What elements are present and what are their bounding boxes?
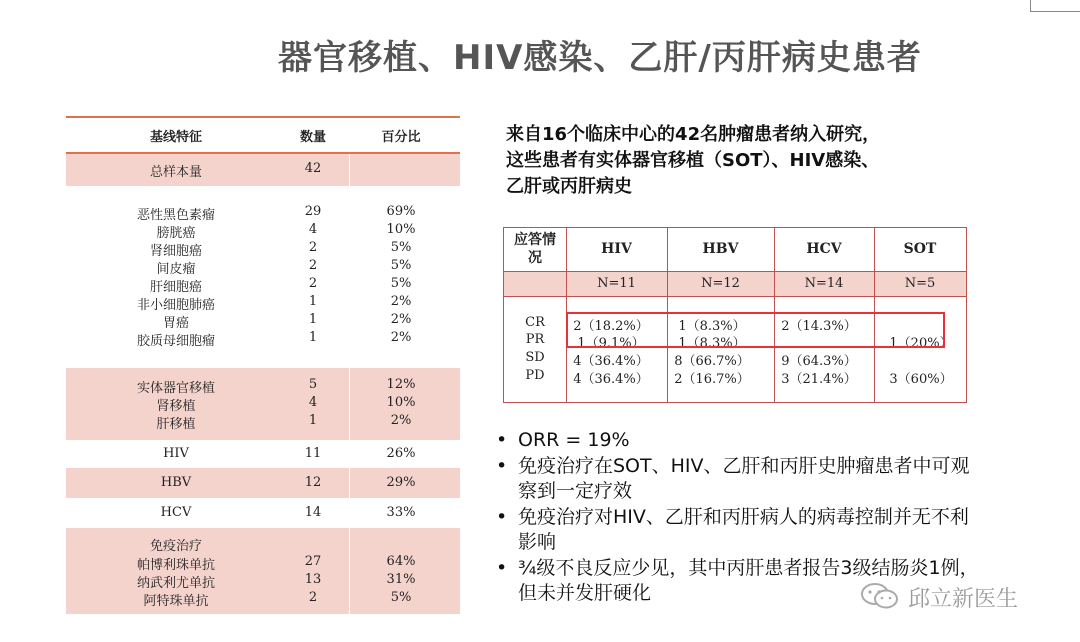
tumor-pct: 2% <box>390 294 412 309</box>
transplant-pct: 12% <box>386 377 416 392</box>
n-value: N=14 <box>804 276 844 291</box>
bullet-line: 免疫治疗对HIV、乙肝和丙肝病人的病毒控制并无不利 <box>518 506 969 528</box>
corner-tab <box>1030 0 1080 12</box>
response-cell: 2（16.7%） <box>674 372 750 387</box>
hbv-count: 12 <box>304 475 322 490</box>
transplant-count: 4 <box>308 395 318 410</box>
response-cell: 4（36.4%） <box>573 372 649 387</box>
immunotherapy-drug: 阿特珠单抗 <box>143 594 209 609</box>
tumor-count: 29 <box>304 204 322 219</box>
bullet-line: 察到一定疗效 <box>518 480 633 502</box>
corner-line: 应答情 <box>514 232 556 248</box>
watermark-text: 邱立新医生 <box>908 587 1019 612</box>
study-intro <box>506 122 976 200</box>
transplant-label: 肾移植 <box>156 399 196 414</box>
immunotherapy-label: 免疫治疗 <box>149 539 202 554</box>
intro-line: 这些患者有实体器官移植（SOT）、HIV感染、 <box>506 150 880 171</box>
tumor-count: 4 <box>308 222 318 237</box>
intro-line: 来自16个临床中心的42名肿瘤患者纳入研究， <box>506 124 881 145</box>
tumor-label: 肾细胞癌 <box>149 244 202 259</box>
hbv-label: HBV <box>160 475 192 490</box>
table-header-row <box>66 118 460 152</box>
response-cell: 1（20%） <box>889 336 953 351</box>
row-label-pd: PD <box>525 368 545 383</box>
bullet-item <box>496 428 1056 453</box>
row-label-sd: SD <box>525 350 545 365</box>
response-cell: 3（21.4%） <box>781 372 857 387</box>
col-header-sot: SOT <box>903 241 937 257</box>
immunotherapy-count: 27 <box>304 554 322 569</box>
tumor-label: 肝细胞癌 <box>149 280 202 295</box>
hiv-pct: 26% <box>386 446 416 461</box>
tumor-label: 非小细胞肺癌 <box>136 298 215 313</box>
bullet-dot: • <box>496 455 508 477</box>
header-feature: 基线特征 <box>149 130 202 145</box>
immunotherapy-pct: 5% <box>390 590 412 605</box>
response-cell: 3（60%） <box>889 372 953 387</box>
immunotherapy-drug: 纳武利尤单抗 <box>136 576 215 591</box>
n-value: N=11 <box>597 276 636 291</box>
tumor-label: 恶性黑色素瘤 <box>136 208 215 223</box>
transplant-pct: 2% <box>390 413 412 428</box>
n-value: N=5 <box>904 276 936 291</box>
transplant-label: 实体器官移植 <box>136 381 215 396</box>
row-rule <box>504 271 966 272</box>
bullet-line: 但未并发肝硬化 <box>518 582 652 604</box>
tumor-pct: 5% <box>390 240 412 255</box>
response-cell: 2（18.2%） <box>573 319 649 334</box>
tumor-pct: 10% <box>386 222 416 237</box>
bullet-item <box>496 454 1056 504</box>
cr-pr-highlight-box <box>566 312 945 348</box>
bullet-line: ¾级不良反应少见，其中丙肝患者报告3级结肠炎1例， <box>518 557 979 579</box>
tumor-pct: 69% <box>386 204 416 219</box>
response-cell: 2（14.3%） <box>781 319 857 334</box>
tumor-label: 膀胱癌 <box>156 226 196 241</box>
hcv-label: HCV <box>160 505 192 520</box>
bullet-dot: • <box>496 506 508 528</box>
response-cell: 8（66.7%） <box>674 354 750 369</box>
response-cell: 1（8.3%） <box>678 319 746 334</box>
tumor-label: 间皮瘤 <box>156 262 196 277</box>
immunotherapy-count: 13 <box>304 572 322 587</box>
tumor-count: 1 <box>308 330 318 345</box>
tumor-count: 2 <box>308 276 318 291</box>
immunotherapy-drug: 帕博利珠单抗 <box>136 558 215 573</box>
col-header-hcv: HCV <box>806 241 842 257</box>
row-rule <box>504 296 966 297</box>
immunotherapy-pct: 64% <box>386 554 416 569</box>
corner-line: 况 <box>528 250 542 266</box>
tumor-label: 胃癌 <box>162 316 189 331</box>
tumor-count: 2 <box>308 258 318 273</box>
hiv-count: 11 <box>304 446 322 461</box>
row-label-pr: PR <box>525 332 545 347</box>
total-label: 总样本量 <box>149 165 202 180</box>
transplant-count: 1 <box>308 413 318 428</box>
immunotherapy-pct: 31% <box>386 572 416 587</box>
tumor-pct: 5% <box>390 258 412 273</box>
tumor-pct: 2% <box>390 312 412 327</box>
bullet-line: ORR = 19% <box>518 429 630 451</box>
page-title: 器官移植、HIV感染、乙肝/丙肝病史患者 <box>278 38 922 78</box>
immunotherapy-count: 2 <box>308 590 318 605</box>
tumor-pct: 2% <box>390 330 412 345</box>
wechat-icon <box>860 582 900 610</box>
bullet-line: 免疫治疗在SOT、HIV、乙肝和丙肝史肿瘤患者中可观 <box>518 455 970 477</box>
total-count: 42 <box>304 161 322 176</box>
tumor-count: 1 <box>308 294 318 309</box>
col-header-hbv: HBV <box>702 241 739 257</box>
hcv-pct: 33% <box>386 505 416 520</box>
header-percent: 百分比 <box>381 130 421 145</box>
tumor-count: 2 <box>308 240 318 255</box>
response-cell: 1（8.3%） <box>678 336 746 351</box>
col-header-hiv: HIV <box>601 241 632 257</box>
intro-line: 乙肝或丙肝病史 <box>506 176 632 197</box>
bullet-dot: • <box>496 557 508 579</box>
transplant-pct: 10% <box>386 395 416 410</box>
n-value: N=12 <box>701 276 740 291</box>
transplant-label: 肝移植 <box>156 417 196 432</box>
watermark <box>860 580 1060 612</box>
response-cell: 4（36.4%） <box>573 354 649 369</box>
bullet-line: 影响 <box>518 531 557 553</box>
tumor-pct: 5% <box>390 276 412 291</box>
hiv-label: HIV <box>163 446 189 461</box>
tumor-label: 胶质母细胞瘤 <box>136 334 215 349</box>
corner-header <box>504 231 566 267</box>
header-count: 数量 <box>299 130 326 145</box>
response-cell: 1（9.1%） <box>577 336 645 351</box>
response-cell: 9（64.3%） <box>781 354 857 369</box>
hcv-count: 14 <box>304 505 322 520</box>
bullet-dot: • <box>496 429 508 451</box>
transplant-count: 5 <box>308 377 318 392</box>
tumor-count: 1 <box>308 312 318 327</box>
hbv-pct: 29% <box>386 475 416 490</box>
bullet-item <box>496 505 1056 555</box>
row-label-cr: CR <box>525 315 545 330</box>
